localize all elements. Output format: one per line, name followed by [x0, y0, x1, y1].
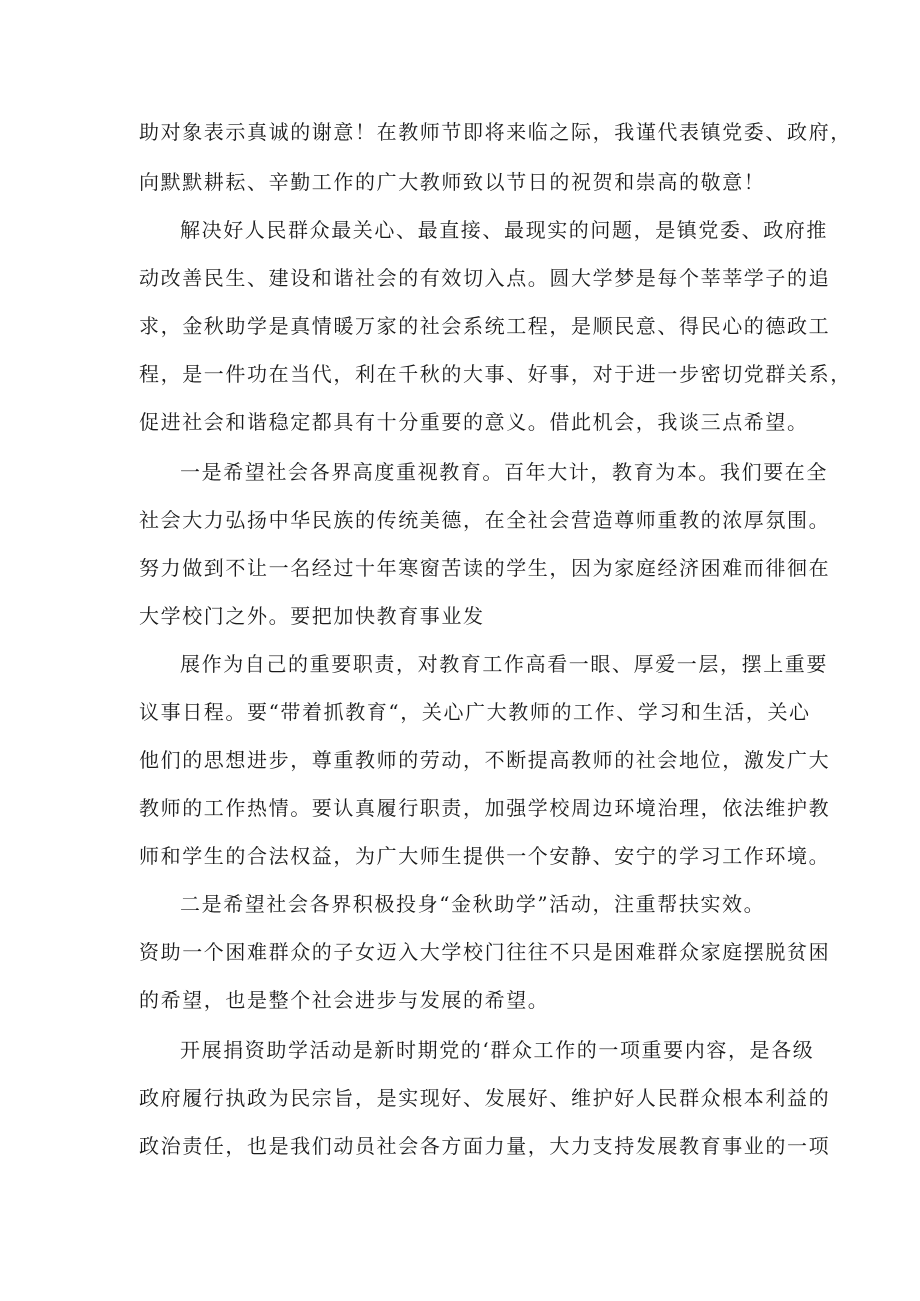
text-line: 程，是一件功在当代，利在千秋的大事、好事，对于进一步密切党群关系， [139, 362, 852, 386]
text-line: 资助一个困难群众的子女迈入大学校门往往不只是困难群众家庭摆脱贫困 [139, 940, 831, 964]
text-line: 社会大力弘扬中华民族的传统美德，在全社会营造尊师重教的浓厚氛围。 [139, 508, 831, 532]
paragraph-start-line: 展作为自己的重要职责，对教育工作高看一眼、厚爱一层，摆上重要 [180, 652, 828, 676]
text-line: 的希望，也是整个社会进步与发展的希望。 [139, 988, 550, 1012]
text-line: 政治责任，也是我们动员社会各方面力量，大力支持发展教育事业的一项 [139, 1134, 831, 1158]
text-line: 助对象表示真诚的谢意！在教师节即将来临之际，我谨代表镇党委、政府， [139, 120, 852, 144]
text-line: 师和学生的合法权益，为广大师生提供一个安静、安宁的学习工作环境。 [139, 844, 831, 868]
paragraph-start-line: 解决好人民群众最关心、最直接、最现实的问题，是镇党委、政府推 [180, 218, 828, 242]
text-line: 大学校门之外。要把加快教育事业发 [139, 604, 485, 628]
text-line: 他们的思想进步，尊重教师的劳动，不断提高教师的社会地位，激发广大 [139, 748, 831, 772]
text-line: 教师的工作热情。要认真履行职责，加强学校周边环境治理，依法维护教 [139, 796, 831, 820]
text-line: 促进社会和谐稳定都具有十分重要的意义。借此机会，我谈三点希望。 [139, 410, 809, 434]
text-line: 向默默耕耘、辛勤工作的广大教师致以节日的祝贺和崇高的敬意！ [139, 170, 766, 194]
text-line: 议事日程。要“带着抓教育“，关心广大教师的工作、学习和生活，关心 [139, 700, 811, 724]
paragraph-start-line: 二是希望社会各界积极投身“金秋助学”活动，注重帮扶实效。 [180, 892, 766, 916]
text-line: 动改善民生、建设和谐社会的有效切入点。圆大学梦是每个莘莘学子的追 [139, 266, 831, 290]
text-line: 求，金秋助学是真情暖万家的社会系统工程，是顺民意、得民心的德政工 [139, 314, 831, 338]
paragraph-start-line: 开展捐资助学活动是新时期党的‘群众工作的一项重要内容，是各级 [180, 1038, 815, 1062]
text-line: 政府履行执政为民宗旨，是实现好、发展好、维护好人民群众根本利益的 [139, 1086, 831, 1110]
paragraph-start-line: 一是希望社会各界高度重视教育。百年大计，教育为本。我们要在全 [180, 460, 828, 484]
text-line: 努力做到不让一名经过十年寒窗苦读的学生，因为家庭经济困难而徘徊在 [139, 556, 831, 580]
